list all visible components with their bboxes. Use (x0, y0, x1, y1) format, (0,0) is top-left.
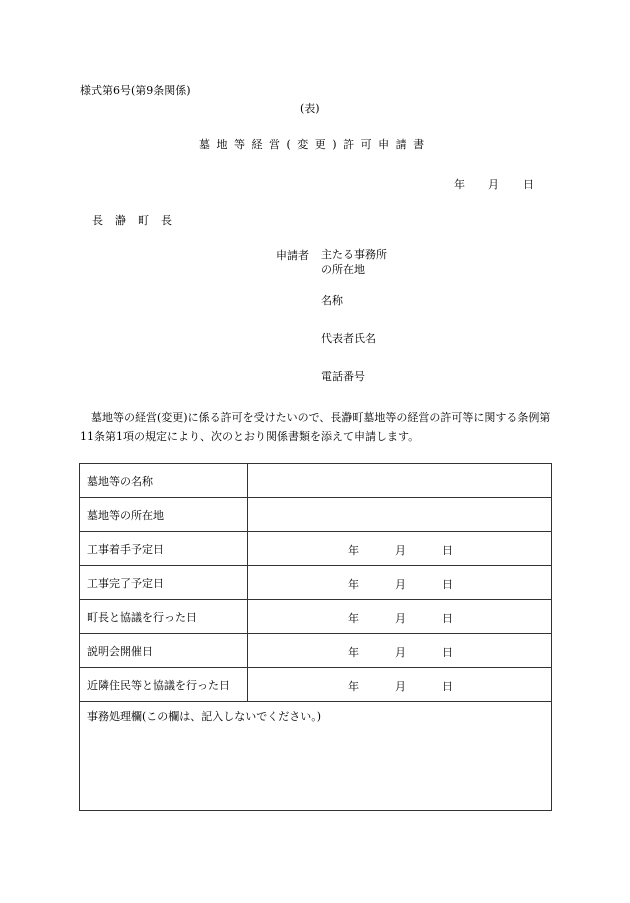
date-month-unit: 月 (395, 645, 406, 659)
office-location-line1: 主たる事務所 (321, 248, 387, 261)
row-label: 町長と協議を行った日 (80, 600, 248, 634)
date-day-unit: 日 (442, 577, 453, 591)
date-day-unit: 日 (442, 679, 453, 693)
date-year-unit: 年 (348, 577, 359, 591)
side-label: (表) (300, 102, 320, 115)
table-row (80, 600, 552, 634)
row-label: 工事着手予定日 (80, 532, 248, 566)
application-table (79, 463, 552, 811)
date-year-label: 年 (454, 178, 465, 191)
office-location-line2: の所在地 (321, 263, 365, 276)
row-value-field[interactable] (248, 464, 552, 498)
date-day-label: 日 (523, 178, 534, 191)
date-month-label: 月 (488, 178, 499, 191)
date-day-unit: 日 (442, 645, 453, 659)
row-value-field[interactable] (248, 634, 552, 668)
date-day-unit: 日 (442, 611, 453, 625)
row-label: 墓地等の所在地 (80, 498, 248, 532)
row-value-field[interactable] (248, 532, 552, 566)
date-year-unit: 年 (348, 543, 359, 557)
body-text: 墓地等の経営(変更)に係る許可を受けたいので、長瀞町墓地等の経営の許可等に関する条例第11条第1項の規定により、次のとおり関係書類を添えて申請します。 (80, 411, 551, 443)
row-value-field[interactable] (248, 600, 552, 634)
table-row (80, 532, 552, 566)
date-day-unit: 日 (442, 543, 453, 557)
row-label: 近隣住民等と協議を行った日 (80, 668, 248, 702)
applicant-label: 申請者 (276, 249, 309, 262)
date-month-unit: 月 (395, 577, 406, 591)
row-label: 工事完了予定日 (80, 566, 248, 600)
office-use-row (80, 702, 552, 811)
date-month-unit: 月 (395, 543, 406, 557)
recipient: 長瀞町長 (92, 214, 184, 227)
date-month-unit: 月 (395, 679, 406, 693)
applicant-phone-label: 電話番号 (321, 370, 365, 383)
applicant-name-label: 名称 (321, 294, 343, 307)
applicant-representative-label: 代表者氏名 (321, 332, 376, 345)
row-label: 説明会開催日 (80, 634, 248, 668)
date-year-unit: 年 (348, 645, 359, 659)
row-value-field[interactable] (248, 498, 552, 532)
document-title: 墓地等経営(変更)許可申請書 (199, 138, 431, 151)
table-row (80, 668, 552, 702)
form-number: 様式第6号(第9条関係) (80, 84, 191, 97)
table-row (80, 634, 552, 668)
date-year-unit: 年 (348, 679, 359, 693)
table-row (80, 464, 552, 498)
date-year-unit: 年 (348, 611, 359, 625)
office-use-note: 事務処理欄(この欄は、記入しないでください。) (80, 702, 552, 811)
applicant-office-location-label (321, 247, 387, 277)
date-month-unit: 月 (395, 611, 406, 625)
row-value-field[interactable] (248, 566, 552, 600)
row-value-field[interactable] (248, 668, 552, 702)
table-row (80, 498, 552, 532)
table-row (80, 566, 552, 600)
row-label: 墓地等の名称 (80, 464, 248, 498)
